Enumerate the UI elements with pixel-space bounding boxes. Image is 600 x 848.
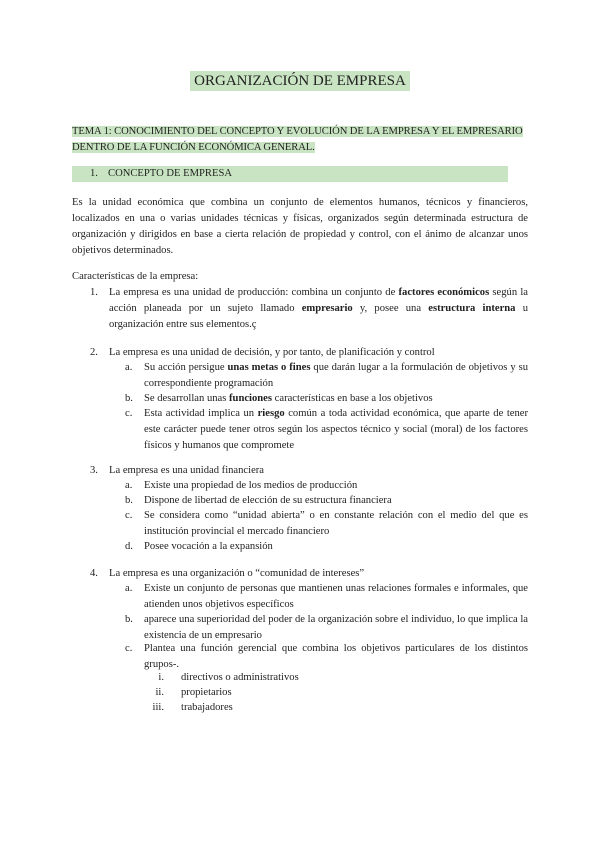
characteristics-heading: Características de la empresa: xyxy=(72,271,199,282)
list-marker: b. xyxy=(125,614,133,625)
text-run: u organización entre sus elementos.ç xyxy=(109,303,528,330)
text-run: común a toda actividad económica, que aparte de tener este carácter puede tener otros según los aspectos técnico y social (moral) de los factores físicos y humanos que compromete xyxy=(144,408,528,451)
list-marker: ii. xyxy=(155,687,164,698)
list-marker: a. xyxy=(125,362,133,373)
bold-term: riesgo xyxy=(257,408,285,419)
list-marker: 3. xyxy=(90,465,98,476)
list-item-body: aparece una superioridad del poder de la organización sobre el individuo, lo que implica la existencia de un empresario xyxy=(144,614,528,641)
list-item-body: Existe una propiedad de los medios de producción xyxy=(144,480,358,491)
section-heading xyxy=(72,166,508,182)
section-label: CONCEPTO DE EMPRESA xyxy=(108,168,233,179)
list-item-body: La empresa es una organización o “comunidad de intereses” xyxy=(109,568,365,579)
list-marker: c. xyxy=(125,510,133,521)
text-run: que darán lugar a la formulación de objetivos y su correspondiente programación xyxy=(144,362,529,389)
list-subitem-4c xyxy=(125,641,528,673)
list-item-body: Posee vocación a la expansión xyxy=(144,541,273,552)
list-item-body: propietarios xyxy=(181,687,232,698)
list-marker: iii. xyxy=(152,702,164,713)
topic-heading-text: TEMA 1: CONOCIMIENTO DEL CONCEPTO Y EVOLUCIÓN DE LA EMPRESA Y EL EMPRESARIO DENTRO DE LA FUNCIÓN ECONÓMICA GENERAL. xyxy=(72,126,523,153)
text-run: La empresa es una unidad de producción: combina un conjunto de xyxy=(109,287,399,298)
document-title-text: ORGANIZACIÓN DE EMPRESA xyxy=(190,71,410,91)
list-item-1 xyxy=(90,285,528,333)
bold-term: factores económicos xyxy=(398,287,490,298)
list-marker: a. xyxy=(125,480,133,491)
list-marker: c. xyxy=(125,408,133,419)
bold-term: funciones xyxy=(229,393,273,404)
list-item-body: La empresa es una unidad financiera xyxy=(109,465,265,476)
list-marker: 1. xyxy=(90,287,98,298)
list-item-body xyxy=(109,285,528,333)
list-subsubitem-4cii xyxy=(148,685,528,701)
list-subitem-2c xyxy=(125,406,528,454)
list-item-body: Plantea una función gerencial que combina los objetivos particulares de los distintos grupos-. xyxy=(144,643,528,670)
list-item-body xyxy=(144,391,528,407)
list-subitem-2a xyxy=(125,360,528,392)
definition-paragraph: Es la unidad económica que combina un conjunto de elementos humanos, técnicos y financieros, localizados en una o varias unidades técnicas y físicas, organizados según determinada estructura de organización y dirigidos en base a cierta relación de propiedad y control, con el ánimo de alcanzar unos objetivos determinados. xyxy=(72,197,528,256)
list-item-4 xyxy=(90,566,528,582)
list-subitem-3c xyxy=(125,508,528,540)
list-subsubitem-4ci xyxy=(148,670,528,686)
list-subitem-3a xyxy=(125,478,528,494)
text-run: Se desarrollan unas xyxy=(144,393,230,404)
list-subitem-3d xyxy=(125,539,528,555)
list-item-body: Dispone de libertad de elección de su estructura financiera xyxy=(144,495,392,506)
list-marker: d. xyxy=(125,541,133,552)
text-run: y, posee una xyxy=(352,303,429,314)
bold-term: estructura interna xyxy=(428,303,516,314)
list-marker: b. xyxy=(125,495,133,506)
list-item-2 xyxy=(90,345,528,361)
list-item-body: Existe un conjunto de personas que mantienen unas relaciones formales e informales, que atienden unos objetivos específicos xyxy=(144,583,528,610)
list-marker: a. xyxy=(125,583,133,594)
topic-heading xyxy=(72,124,528,156)
list-marker: i. xyxy=(158,672,164,683)
list-item-body: La empresa es una unidad de decisión, y por tanto, de planificación y control xyxy=(109,347,435,358)
bold-term: empresario xyxy=(301,303,353,314)
list-marker: c. xyxy=(125,643,133,654)
list-marker: 4. xyxy=(90,568,98,579)
list-item-body: directivos o administrativos xyxy=(181,672,299,683)
text-run: Su acción persigue xyxy=(144,362,228,373)
list-subitem-3b xyxy=(125,493,528,509)
list-item-body: trabajadores xyxy=(181,702,233,713)
text-run: Esta actividad implica un xyxy=(144,408,258,419)
list-marker: 2. xyxy=(90,347,98,358)
list-subitem-4b xyxy=(125,612,528,644)
list-item-3 xyxy=(90,463,528,479)
text-run: según la acción planeada por un sujeto llamado xyxy=(109,287,528,314)
bold-term: unas metas o fines xyxy=(227,362,311,373)
list-item-body xyxy=(144,406,528,454)
document-title xyxy=(0,73,600,90)
list-item-body: Se considera como “unidad abierta” o en constante relación con el medio del que es institución provincial el mercado financiero xyxy=(144,510,528,537)
section-number: 1. xyxy=(90,168,98,179)
list-subitem-2b xyxy=(125,391,528,407)
list-subitem-4a xyxy=(125,581,528,613)
text-run: características en base a los objetivos xyxy=(272,393,433,404)
list-item-body xyxy=(144,360,528,392)
list-subsubitem-4ciii xyxy=(148,700,528,716)
list-marker: b. xyxy=(125,393,133,404)
